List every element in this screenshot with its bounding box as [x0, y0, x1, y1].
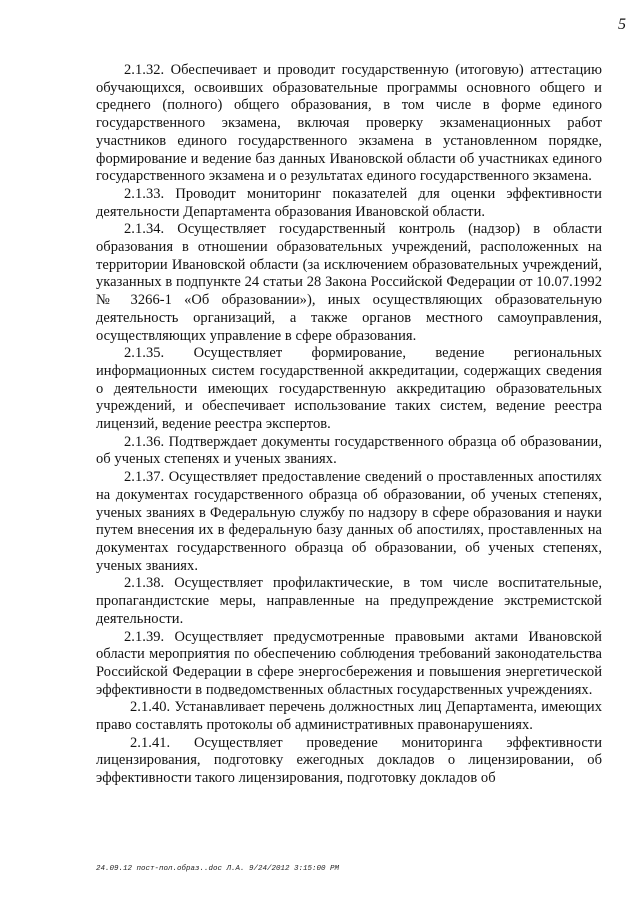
paragraph-2-1-35: 2.1.35. Осуществляет формирование, ведение региональных информационных систем государственной аккредитации, содержащих сведения о деятельности имеющих государственную аккредитацию образовательных учреждений, и обеспечивает использование таких систем, ведение реестра лицензий, ведение реестра экспертов. [96, 345, 602, 433]
paragraph-2-1-39: 2.1.39. Осуществляет предусмотренные правовыми актами Ивановской области мероприятия по обеспечению соблюдения требований законодательства Российской Федерации в сфере энергосбережения и повышения энергетической эффективности в подведомственных областных государственных учреждениях. [96, 628, 602, 698]
paragraph-2-1-33: 2.1.33. Проводит мониторинг показателей для оценки эффективности деятельности Департамента образования Ивановской области. [96, 185, 602, 220]
paragraph-2-1-40: 2.1.40. Устанавливает перечень должностных лиц Департамента, имеющих право составлять протоколы об административных правонарушениях. [96, 699, 602, 734]
paragraph-2-1-38: 2.1.38. Осуществляет профилактические, в том числе воспитательные, пропагандистские меры, направленные на предупреждение экстремистской деятельности. [96, 575, 602, 627]
paragraph-2-1-34: 2.1.34. Осуществляет государственный контроль (надзор) в области образования в отношении образовательных учреждений, расположенных на территории Ивановской области (за исключением образовательных учреждений, указанных в подпункте 24 статьи 28 Закона Российской Федерации от 10.07.1992 № 3266-1 «Об образовании»), иных осуществляющих образовательную деятельность организаций, а также органов местного самоуправления, осуществляющих управление в сфере образования. [96, 221, 602, 344]
paragraph-2-1-36: 2.1.36. Подтверждает документы государственного образца об образовании, об ученых степенях и ученых званиях. [96, 433, 602, 468]
footer-file-info: 24.09.12 пост-пол.образ..doc Л.А. 9/24/2012 3:15:00 PM [96, 865, 340, 873]
paragraph-2-1-32: 2.1.32. Обеспечивает и проводит государственную (итоговую) аттестацию обучающихся, освоивших образовательные программы основного общего и среднего (полного) общего образования, в том числе в форме единого государственного экзамена, включая проверку экзаменационных работ участников единого государственного экзамена в установленном порядке, формирование и ведение баз данных Ивановской области об участниках единого государственного экзамена и о результатах единого государственного экзамена. [96, 62, 602, 185]
document-body [96, 62, 602, 788]
page-number: 5 [618, 16, 626, 33]
paragraph-2-1-41: 2.1.41. Осуществляет проведение мониторинга эффективности лицензирования, подготовку ежегодных докладов о лицензировании, об эффективности такого лицензирования, подготовку докладов об [96, 734, 602, 787]
paragraph-2-1-37: 2.1.37. Осуществляет предоставление сведений о проставленных апостилях на документах государственного образца об образовании, об ученых степенях, ученых званиях в Федеральную службу по надзору в сфере образования и науки путем внесения их в федеральную базу данных об апостилях, проставленных на документах государственного образца об образовании, об ученых степенях, ученых званиях. [96, 469, 602, 574]
